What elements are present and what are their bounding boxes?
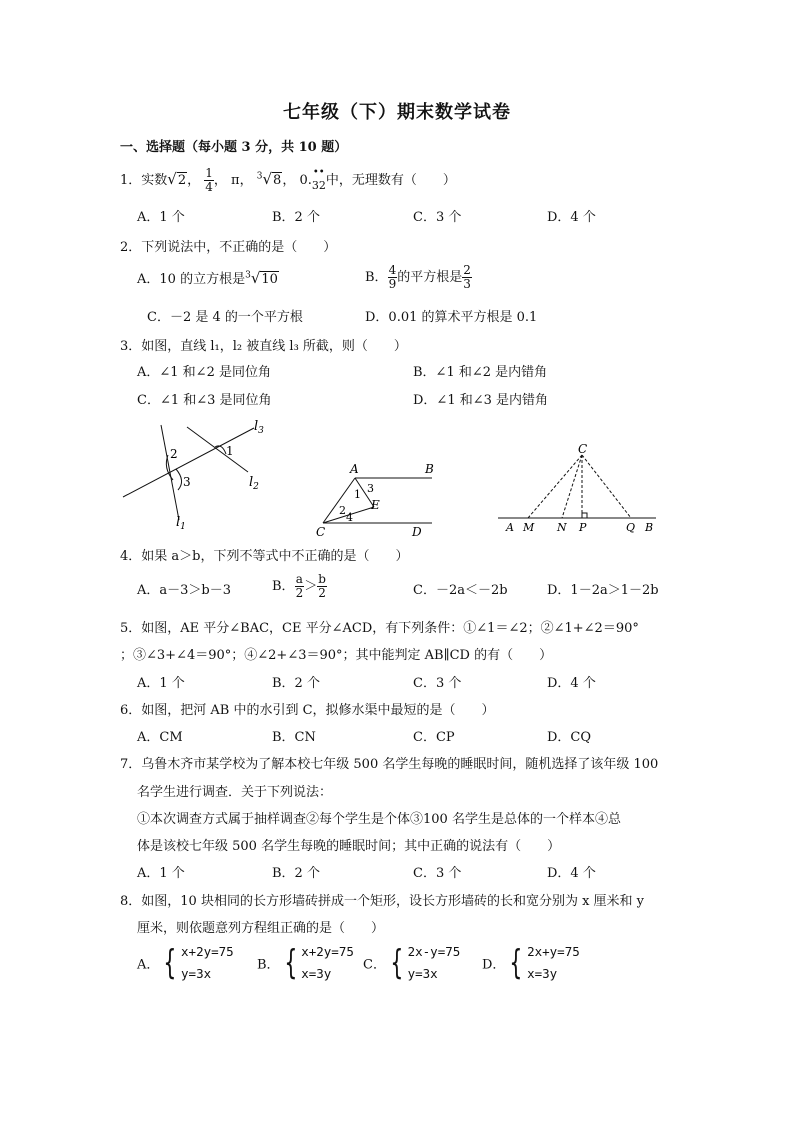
label-q: Q (626, 521, 636, 534)
repeating-decimal: •• 32 (311, 167, 326, 192)
q8-option-d[interactable]: D． { 2x+y=75 x=3y (482, 943, 580, 983)
question-7-line-3: ①本次调查方式属于抽样调查②每个学生是个体③100 名学生是总体的一个样本④总 (137, 812, 621, 827)
cube-root-expression: √8 (262, 170, 282, 188)
question-8-line-2: 厘米，则依题意列方程组正确的是（ ） (137, 921, 385, 936)
q8-option-a[interactable]: A． { x+2y=75 y=3x (137, 943, 234, 983)
q3-option-b[interactable]: B．∠1 和∠2 是内错角 (413, 365, 548, 380)
angle-label-2: 2 (339, 504, 346, 517)
page-title: 七年级（下）期末数学试卷 (283, 102, 511, 123)
line-l1 (161, 425, 179, 520)
label-p: P (579, 521, 587, 534)
angle-label-3: 3 (367, 482, 374, 495)
q4-option-b[interactable]: B． $\frac{a}{2}$ ＞ $\frac{b}{2}$ (272, 572, 326, 600)
label-l2: $l_2$ (249, 475, 259, 492)
q3-option-c[interactable]: C．∠1 和∠3 是同位角 (137, 393, 272, 408)
label-l3: $l_3$ (254, 419, 264, 436)
label-n: N (557, 521, 567, 534)
label-l1: $l_1$ (176, 515, 186, 532)
label-b: B (425, 462, 434, 476)
fraction: $\frac{1}{4}$ (205, 166, 213, 194)
segment-cm (528, 455, 582, 518)
question-1-stem: 1．实数√2， $\frac{1}{4}$ ， π， $^3$√8， 0. •• 32中，无理数有（ ） (120, 166, 456, 194)
q5-option-b[interactable]: B．2 个 (272, 676, 320, 691)
q3-option-d[interactable]: D．∠1 和∠3 是内错角 (413, 393, 549, 408)
q2-option-d[interactable]: D．0.01 的算术平方根是 0.1 (365, 310, 538, 325)
segment-cq (582, 455, 631, 518)
q1-option-c[interactable]: C．3 个 (413, 210, 462, 225)
label-d: D (412, 525, 422, 539)
q6-option-a[interactable]: A．CM (137, 730, 183, 745)
q2-option-c[interactable]: C．－2 是 4 的一个平方根 (147, 310, 303, 325)
q8-option-c[interactable]: C． { 2x-y=75 y=3x (363, 943, 461, 983)
label-e: E (371, 498, 380, 512)
question-7-line-2: 名学生进行调查．关于下列说法： (137, 785, 333, 800)
figures-row (0, 410, 794, 540)
q2-option-b[interactable]: B． $\frac{4}{9}$ 的平方根是 $\frac{2}{3}$ (365, 263, 471, 291)
question-3-stem: 3．如图，直线 l₁，l₂ 被直线 l₃ 所截，则（ ） (120, 339, 407, 354)
q2-option-a[interactable]: A．10 的立方根是$^3$√10 (137, 269, 278, 287)
question-7-line-4: 体是该校七年级 500 名学生每晚的睡眠时间；其中正确的说法有（ ） (137, 839, 561, 854)
q3-option-a[interactable]: A．∠1 和∠2 是同位角 (137, 365, 271, 380)
q5-option-c[interactable]: C．3 个 (413, 676, 462, 691)
q6-option-d[interactable]: D．CQ (547, 730, 592, 745)
label-a: A (350, 462, 359, 476)
question-6-stem: 6．如图，把河 AB 中的水引到 C，拟修水渠中最短的是（ ） (120, 703, 495, 718)
angle-arc-3 (176, 469, 182, 490)
q1-option-b[interactable]: B．2 个 (272, 210, 320, 225)
q4-option-d[interactable]: D．1－2a＞1－2b (547, 583, 659, 598)
label-m: M (523, 521, 535, 534)
line-l2 (187, 427, 248, 472)
sqrt-expression: √2 (167, 170, 187, 188)
segment-cn (562, 455, 582, 518)
figure-river-channels (498, 455, 656, 518)
question-4-stem: 4．如果 a＞b，下列不等式中不正确的是（ ） (120, 549, 409, 564)
angle-label-3: 3 (183, 475, 191, 489)
q1-option-a[interactable]: A．1 个 (137, 210, 185, 225)
q7-option-a[interactable]: A．1 个 (137, 866, 185, 881)
angle-label-2: 2 (170, 447, 178, 461)
question-7-line-1: 7．乌鲁木齐市某学校为了解本校七年级 500 名学生每晚的睡眠时间，随机选择了该年级 100 (120, 757, 659, 772)
brace-icon: { (163, 943, 177, 983)
label-b: B (645, 521, 654, 534)
brace-icon: { (509, 943, 523, 983)
question-5-line-2: ；③∠3+∠4＝90°；④∠2+∠3＝90°；其中能判定 AB∥CD 的有（ ） (120, 648, 553, 663)
figure-transversal-lines (123, 425, 254, 520)
question-5-line-1: 5．如图，AE 平分∠BAC，CE 平分∠ACD，有下列条件：①∠1＝∠2；②∠1+∠2＝90° (120, 621, 639, 636)
label-a: A (506, 521, 514, 534)
q7-option-c[interactable]: C．3 个 (413, 866, 462, 881)
q4-option-c[interactable]: C．－2a＜－2b (413, 583, 508, 598)
q8-option-b[interactable]: B． { x+2y=75 x=3y (257, 943, 354, 983)
label-c: C (316, 525, 326, 539)
q5-option-d[interactable]: D．4 个 (547, 676, 596, 691)
q5-option-a[interactable]: A．1 个 (137, 676, 185, 691)
q7-option-d[interactable]: D．4 个 (547, 866, 596, 881)
q6-option-b[interactable]: B．CN (272, 730, 316, 745)
brace-icon: { (390, 943, 404, 983)
angle-label-4: 4 (346, 511, 353, 524)
question-2-stem: 2．下列说法中，不正确的是（ ） (120, 240, 337, 255)
angle-label-1: 1 (354, 488, 361, 501)
q6-option-c[interactable]: C．CP (413, 730, 455, 745)
section-heading: 一、选择题（每小题 3 分，共 10 题） (120, 140, 348, 155)
question-8-line-1: 8．如图，10 块相同的长方形墙砖拼成一个矩形，设长方形墙砖的长和宽分别为 x 厘米和 y (120, 894, 645, 909)
q4-option-a[interactable]: A．a－3＞b－3 (137, 583, 232, 598)
angle-label-1: 1 (226, 444, 234, 458)
q7-option-b[interactable]: B．2 个 (272, 866, 320, 881)
right-angle-mark (582, 513, 587, 518)
label-c: C (578, 442, 588, 456)
brace-icon: { (283, 943, 297, 983)
q1-option-d[interactable]: D．4 个 (547, 210, 596, 225)
